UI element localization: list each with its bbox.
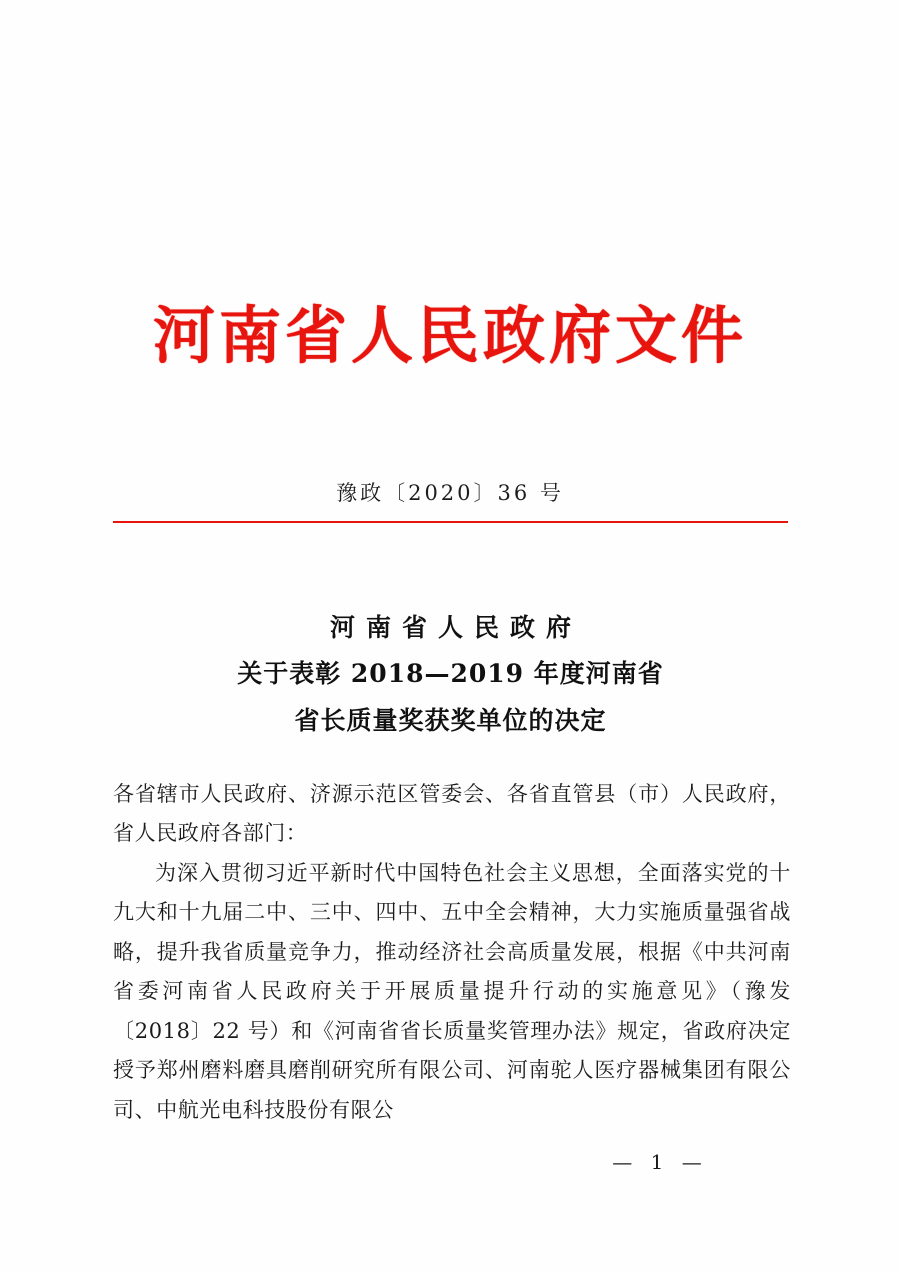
page-number: — 1 — (612, 1150, 708, 1174)
title-line-subject-1: 关于表彰 2018—2019 年度河南省 (237, 659, 664, 689)
document-number: 豫政〔2020〕36 号 (336, 481, 564, 505)
masthead-title: 河南省人民政府文件 (152, 299, 747, 372)
body-paragraph-1: 为深入贯彻习近平新时代中国特色社会主义思想，全面落实党的十九大和十九届二中、三中、四中、五中全会精神，大力实施质量强省战略，提升我省质量竞争力，推动经济社会高质量发展，根据《中共河南省委河南省人民政府关于开展质量提升行动的实施意见》（豫发〔2018〕22 号）和《河南省省长质量奖管理办法》规定，省政府决定授予郑州磨料磨具磨削研究所有限公司、河南驼人医疗器械集团有限公司、中航光电科技股份有限公 (113, 860, 791, 1122)
document-body (113, 775, 791, 1130)
document-title-block (113, 605, 788, 744)
title-line-agency: 河南省人民政府 (329, 613, 582, 642)
red-horizontal-rule (113, 521, 788, 523)
title-line-subject-2: 省长质量奖获奖单位的决定 (294, 705, 607, 735)
masthead (0, 300, 900, 371)
salutation-text: 各省辖市人民政府、济源示范区管委会、各省直管县（市）人民政府，省人民政府各部门： (113, 782, 791, 846)
